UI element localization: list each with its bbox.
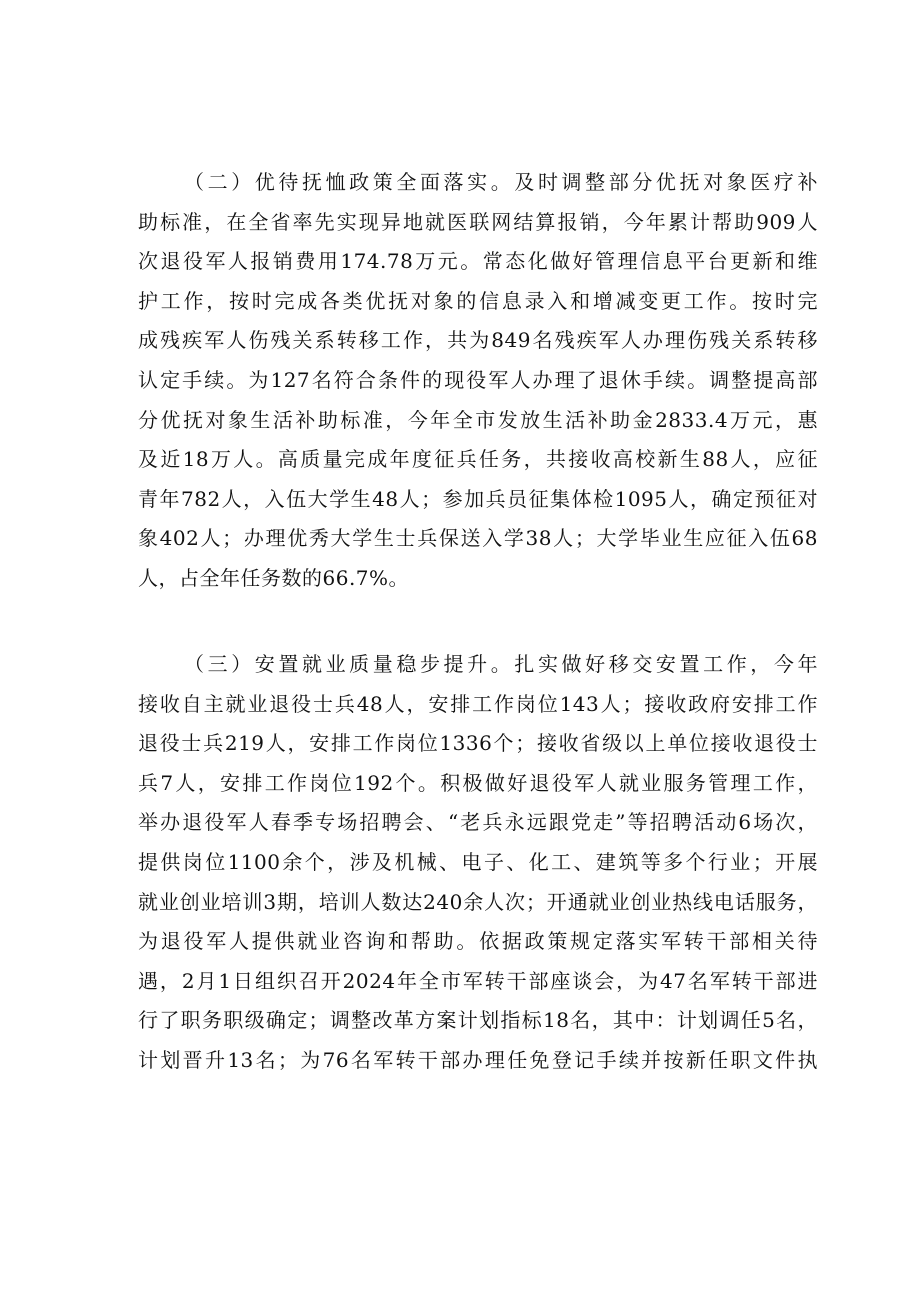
paragraph-3 (138, 645, 818, 1081)
paragraph-line: 为退役军人提供就业咨询和帮助。依据政策规定落实军转干部相关待 (138, 929, 818, 954)
paragraph-line: 次退役军人报销费用174.78万元。常态化做好管理信息平台更新和维 (138, 249, 818, 274)
paragraph-line: 象402人；办理优秀大学生士兵保送入学38人；大学毕业生应征入伍68 (138, 526, 818, 551)
paragraph-line: 就业创业培训3期，培训人数达240余人次；开通就业创业热线电话服务， (138, 889, 818, 914)
paragraph-line: 接收自主就业退役士兵48人，安排工作岗位143人；接收政府安排工作 (138, 691, 818, 716)
paragraph-line: 人，占全年任务数的66.7%。 (138, 565, 410, 590)
paragraph-line: 分优抚对象生活补助标准，今年全市发放生活补助金2833.4万元，惠 (138, 407, 818, 432)
paragraph-line: （二）优待抚恤政策全面落实。及时调整部分优抚对象医疗补 (184, 170, 818, 194)
paragraph-line: 成残疾军人伤残关系转移工作，共为849名残疾军人办理伤残关系转移 (138, 328, 818, 353)
paragraph-line: 计划晋升13名；为76名军转干部办理任免登记手续并按新任职文件执 (138, 1047, 818, 1072)
paragraph-line: 行了职务职级确定；调整改革方案计划指标18名，其中：计划调任5名， (138, 1008, 818, 1033)
paragraph-line: （三）安置就业质量稳步提升。扎实做好移交安置工作，今年 (184, 652, 818, 676)
paragraph-line: 认定手续。为127名符合条件的现役军人办理了退休手续。调整提高部 (138, 367, 818, 392)
paragraph-line: 护工作，按时完成各类优抚对象的信息录入和增减变更工作。按时完 (138, 288, 818, 313)
paragraph-line: 及近18万人。高质量完成年度征兵任务，共接收高校新生88人，应征 (138, 447, 818, 472)
paragraph-line: 举办退役军人春季专场招聘会、“老兵永远跟党走”等招聘活动6场次， (138, 810, 818, 835)
paragraph-line: 助标准，在全省率先实现异地就医联网结算报销，今年累计帮助909人 (138, 209, 818, 234)
paragraph-2 (138, 163, 818, 599)
paragraph-line: 兵7人，安排工作岗位192个。积极做好退役军人就业服务管理工作， (138, 770, 818, 795)
paragraph-line: 遇，2月1日组织召开2024年全市军转干部座谈会，为47名军转干部进 (138, 968, 818, 993)
paragraph-line: 提供岗位1100余个，涉及机械、电子、化工、建筑等多个行业；开展 (138, 849, 818, 874)
paragraph-line: 退役士兵219人，安排工作岗位1336个；接收省级以上单位接收退役士 (138, 731, 818, 756)
paragraph-line: 青年782人，入伍大学生48人；参加兵员征集体检1095人，确定预征对 (138, 486, 818, 511)
